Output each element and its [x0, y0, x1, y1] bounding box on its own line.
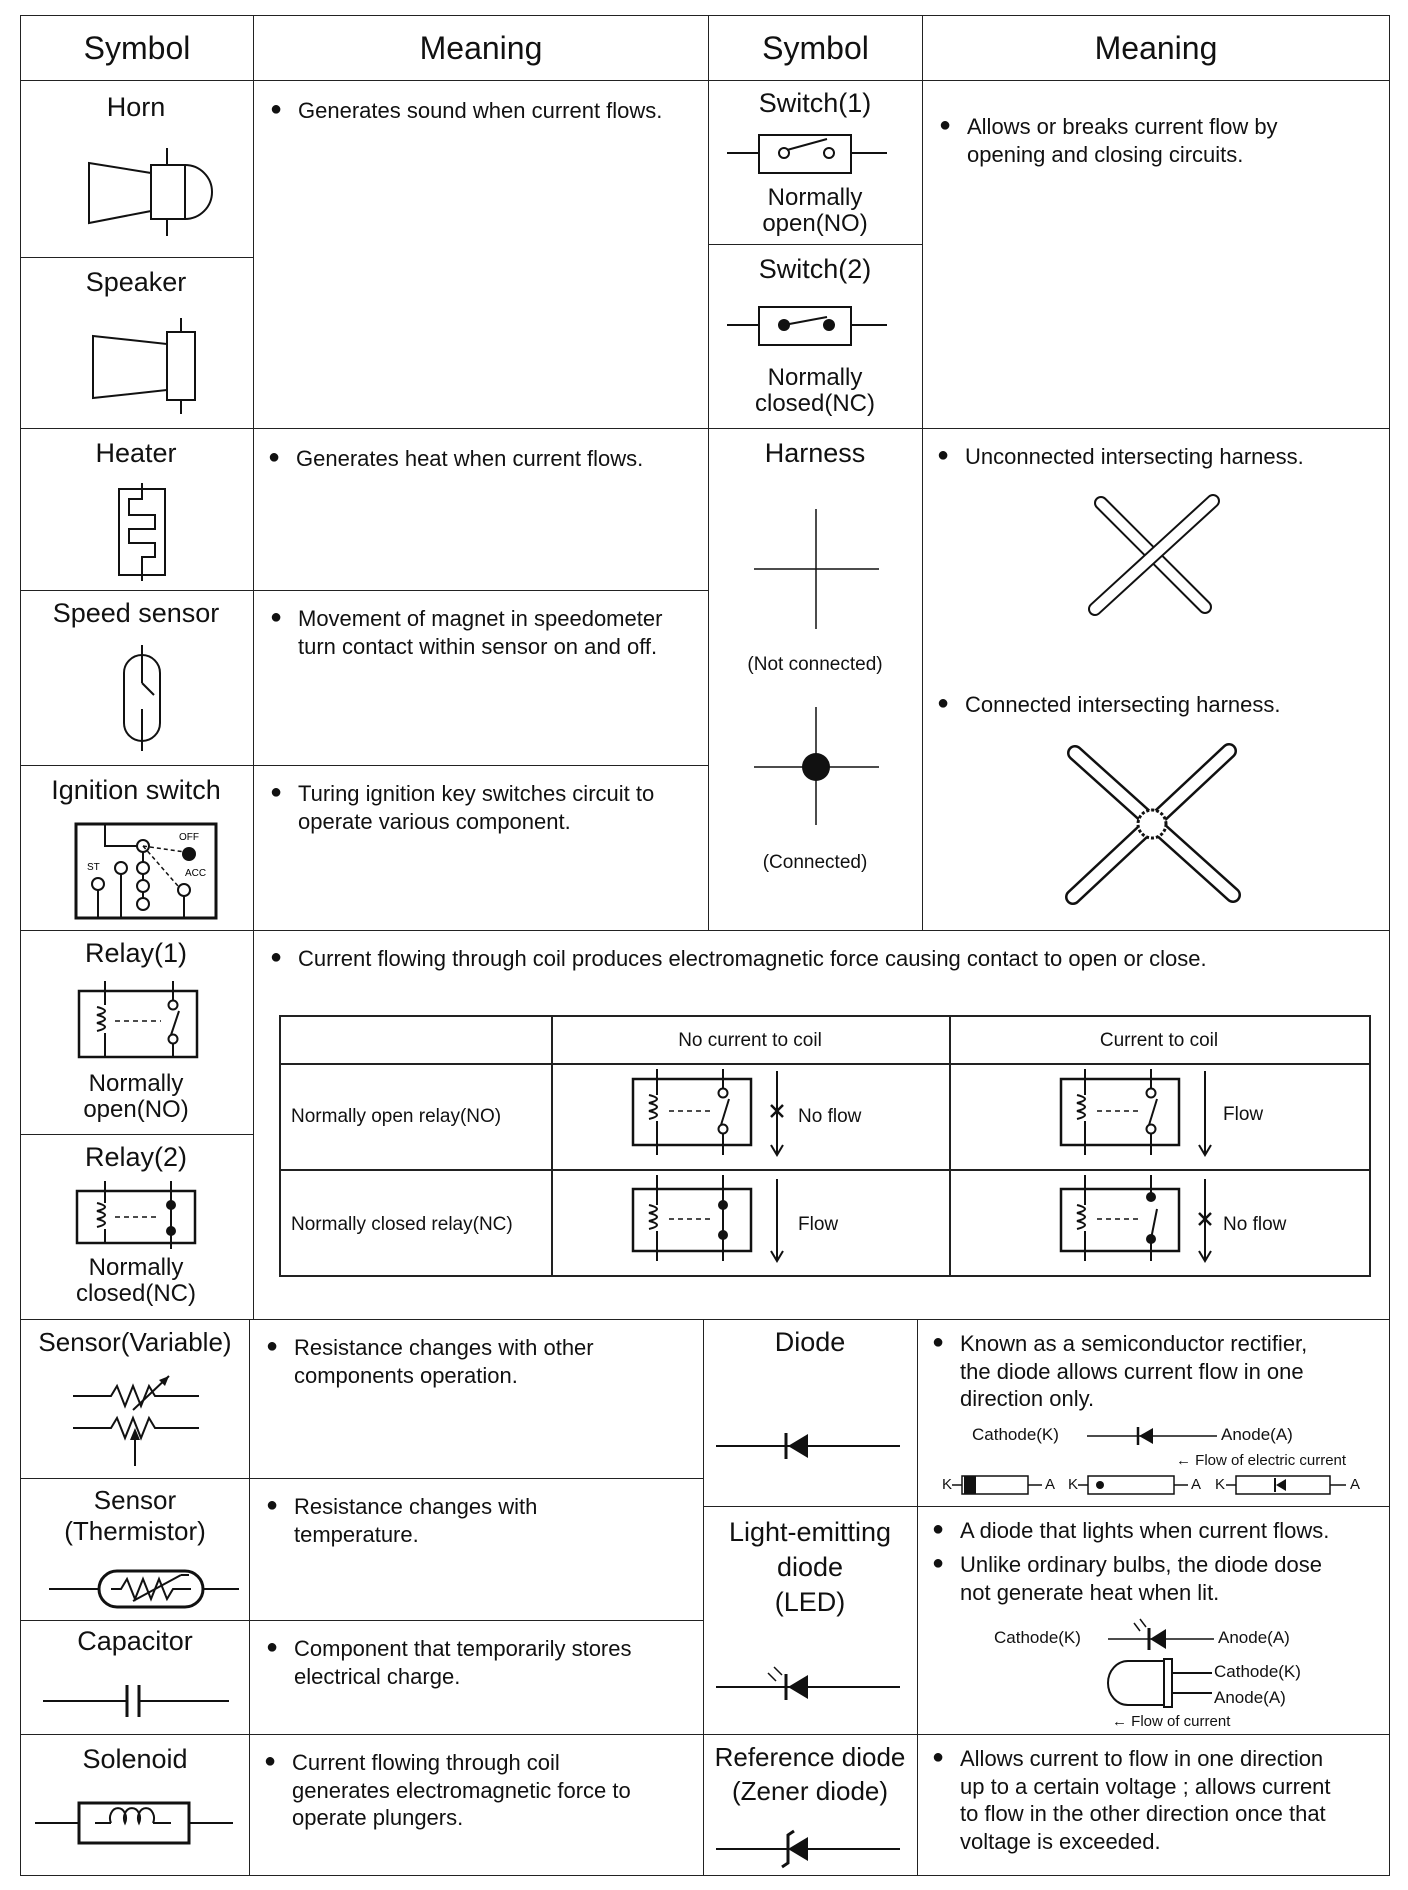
solenoid-meaning-cell	[249, 1734, 704, 1876]
ignition-title: Ignition switch	[51, 775, 221, 805]
harness-connected-label: (Connected)	[762, 852, 868, 873]
col-header-no-current: No current to coil	[678, 1030, 822, 1051]
heater-meaning-cell	[253, 428, 709, 591]
horn-meaning-cell	[253, 80, 709, 429]
ignition-symbol-cell	[20, 765, 254, 931]
diode-a-label-3: A	[1350, 1476, 1361, 1493]
flow-arrow-icon: ←	[1112, 1713, 1132, 1730]
diode-title: Diode	[774, 1327, 846, 1357]
led-flow-label	[1112, 1713, 1230, 1732]
zener-diode-icon	[704, 1823, 919, 1873]
row-label-no-relay: Normally open relay(NO)	[291, 1106, 502, 1127]
harness-connected-icon	[709, 707, 924, 837]
solenoid-icon	[21, 1789, 251, 1859]
switch-no-icon	[709, 123, 924, 183]
harness-symbol-cell	[708, 428, 923, 931]
no-relay-no-current-result: No flow	[798, 1106, 862, 1127]
capacitor-title: Capacitor	[77, 1626, 193, 1656]
led-title: Light-emitting diode (LED)	[728, 1517, 892, 1618]
heater-title: Heater	[95, 438, 177, 468]
ignition-st-label: ST	[87, 862, 100, 873]
diode-symbol-cell	[703, 1319, 918, 1507]
zener-meaning-cell	[917, 1734, 1390, 1876]
relay-meaning: ● Current flowing through coil produces electromagnetic force causing contact to open or close.	[298, 945, 1207, 973]
diode-cathode-label: Cathode(K)	[972, 1425, 1059, 1444]
ignition-meaning: ● Turing ignition key switches circuit to operate various component.	[298, 780, 654, 835]
diode-package-1-icon	[952, 1474, 1042, 1496]
variable-sensor-icon	[21, 1366, 251, 1476]
switch-meaning-cell	[922, 80, 1390, 429]
header-symbol-2: Symbol	[708, 15, 923, 81]
speed-sensor-icon	[21, 643, 255, 753]
speed-sensor-meaning-cell	[253, 590, 709, 766]
horn-icon	[21, 143, 255, 263]
diode-a-label-2: A	[1191, 1476, 1202, 1493]
zener-symbol-cell	[703, 1734, 918, 1876]
led-package-icon	[1104, 1657, 1214, 1713]
ignition-switch-icon	[21, 818, 255, 928]
switch2-symbol-cell	[708, 244, 923, 429]
thermistor-meaning: ● Resistance changes with temperature.	[294, 1493, 537, 1548]
harness-not-connected-label: (Not connected)	[747, 654, 883, 675]
switch1-symbol-cell	[708, 80, 923, 245]
ignition-acc-label: ACC	[185, 868, 207, 879]
solenoid-title: Solenoid	[82, 1744, 188, 1774]
row-label-nc-relay: Normally closed relay(NC)	[291, 1214, 513, 1235]
thermistor-symbol-cell	[20, 1478, 250, 1621]
led-cathode-label: Cathode(K)	[994, 1628, 1081, 1647]
diode-k-label-2: K	[1068, 1476, 1079, 1493]
no-relay-current-result: Flow	[1223, 1104, 1264, 1125]
zener-title: Reference diode (Zener diode)	[714, 1742, 906, 1806]
switch-meaning: ● Allows or breaks current flow by opening and closing circuits.	[967, 113, 1278, 168]
diode-polarity-icon	[1083, 1422, 1223, 1452]
diode-meaning: ● Known as a semiconductor rectifier, the diode allows current flow in one direction only.	[960, 1330, 1307, 1413]
horn-meaning: ● Generates sound when current flows.	[298, 97, 662, 125]
relay-no-icon	[21, 979, 255, 1069]
led-polarity-icon	[1104, 1615, 1224, 1655]
heater-symbol-cell	[20, 428, 254, 591]
capacitor-meaning-cell	[249, 1620, 704, 1735]
led-package-anode-label: Anode(A)	[1214, 1688, 1286, 1707]
relay-meaning-cell	[253, 930, 1390, 1320]
capacitor-symbol-cell	[20, 1620, 250, 1735]
diode-k-label-1: K	[942, 1476, 953, 1493]
header-meaning-1: Meaning	[253, 15, 709, 81]
sensor-variable-meaning-cell	[249, 1319, 704, 1479]
diode-flow-text: Flow of electric current	[1195, 1452, 1347, 1469]
switch1-title: Switch(1)	[758, 88, 872, 118]
sensor-variable-symbol-cell	[20, 1319, 250, 1479]
sensor-variable-meaning: ● Resistance changes with other components operation.	[294, 1334, 594, 1389]
thermistor-icon	[21, 1559, 251, 1619]
speed-sensor-meaning: ● Movement of magnet in speedometer turn contact within sensor on and off.	[298, 605, 662, 660]
led-meaning-cell	[917, 1506, 1390, 1735]
relay-nc-icon	[21, 1179, 255, 1259]
harness-not-connected-icon	[709, 489, 924, 639]
switch2-caption: Normally closed(NC)	[754, 364, 876, 418]
flow-arrow-icon: ←	[1176, 1452, 1196, 1469]
ignition-meaning-cell	[253, 765, 709, 931]
horn-title: Horn	[106, 92, 166, 122]
thermistor-title: Sensor (Thermistor)	[64, 1485, 206, 1547]
speed-sensor-title: Speed sensor	[52, 598, 220, 628]
solenoid-meaning: ● Current flowing through coil generates electromagnetic force to operate plungers.	[292, 1749, 631, 1832]
harness-meaning-cell	[922, 428, 1390, 931]
zener-meaning: ● Allows current to flow in one direction up to a certain voltage ; allows current to flow in the other direction once that voltage is exceeded.	[960, 1745, 1331, 1855]
col-header-current: Current to coil	[1099, 1030, 1219, 1051]
nc-relay-no-current-result: Flow	[798, 1214, 839, 1235]
led-anode-label: Anode(A)	[1218, 1628, 1290, 1647]
horn-symbol-cell	[20, 80, 254, 258]
unconnected-harness-illustration	[923, 491, 1391, 621]
diode-icon	[704, 1416, 919, 1476]
switch-nc-icon	[709, 295, 924, 355]
relay1-title: Relay(1)	[84, 938, 188, 968]
solenoid-symbol-cell	[20, 1734, 250, 1876]
header-symbol-1: Symbol	[20, 15, 254, 81]
diode-package-2-icon	[1078, 1474, 1188, 1496]
led-flow-text: Flow of current	[1131, 1713, 1231, 1730]
led-icon	[704, 1657, 919, 1717]
heater-icon	[21, 481, 255, 581]
relay1-symbol-cell	[20, 930, 254, 1135]
diode-k-label-3: K	[1215, 1476, 1226, 1493]
led-symbol-cell	[703, 1506, 918, 1735]
diode-anode-label: Anode(A)	[1221, 1425, 1293, 1444]
ignition-off-label: OFF	[179, 832, 199, 843]
capacitor-icon	[21, 1673, 251, 1723]
diode-package-3-icon	[1226, 1474, 1346, 1496]
relay-behavior-table	[279, 1015, 1371, 1277]
thermistor-meaning-cell	[249, 1478, 704, 1621]
diode-a-label-1: A	[1045, 1476, 1056, 1493]
led-meaning-2: ● Unlike ordinary bulbs, the diode dose not generate heat when lit.	[960, 1551, 1322, 1606]
led-package-cathode-label: Cathode(K)	[1214, 1662, 1301, 1681]
relay2-symbol-cell	[20, 1134, 254, 1320]
harness-unconnected-meaning: ● Unconnected intersecting harness.	[965, 443, 1304, 471]
connected-harness-illustration	[923, 739, 1391, 909]
harness-connected-meaning: ● Connected intersecting harness.	[965, 691, 1281, 719]
relay2-caption: Normally closed(NC)	[75, 1254, 197, 1308]
speaker-symbol-cell	[20, 257, 254, 429]
header-meaning-2: Meaning	[922, 15, 1390, 81]
led-meaning-1: ● A diode that lights when current flows.	[960, 1517, 1329, 1545]
speed-sensor-symbol-cell	[20, 590, 254, 766]
capacitor-meaning: ● Component that temporarily stores electrical charge.	[294, 1635, 632, 1690]
switch1-caption: Normally open(NO)	[762, 184, 868, 238]
diode-meaning-cell	[917, 1319, 1390, 1507]
relay1-caption: Normally open(NO)	[83, 1070, 189, 1124]
speaker-icon	[21, 314, 255, 424]
switch2-title: Switch(2)	[758, 254, 872, 284]
harness-title: Harness	[764, 438, 866, 468]
nc-relay-current-result: No flow	[1223, 1214, 1287, 1235]
diode-flow-label	[1176, 1452, 1346, 1471]
heater-meaning: ● Generates heat when current flows.	[296, 445, 643, 473]
speaker-title: Speaker	[85, 267, 187, 297]
sensor-variable-title: Sensor(Variable)	[38, 1327, 232, 1357]
relay2-title: Relay(2)	[84, 1142, 188, 1172]
